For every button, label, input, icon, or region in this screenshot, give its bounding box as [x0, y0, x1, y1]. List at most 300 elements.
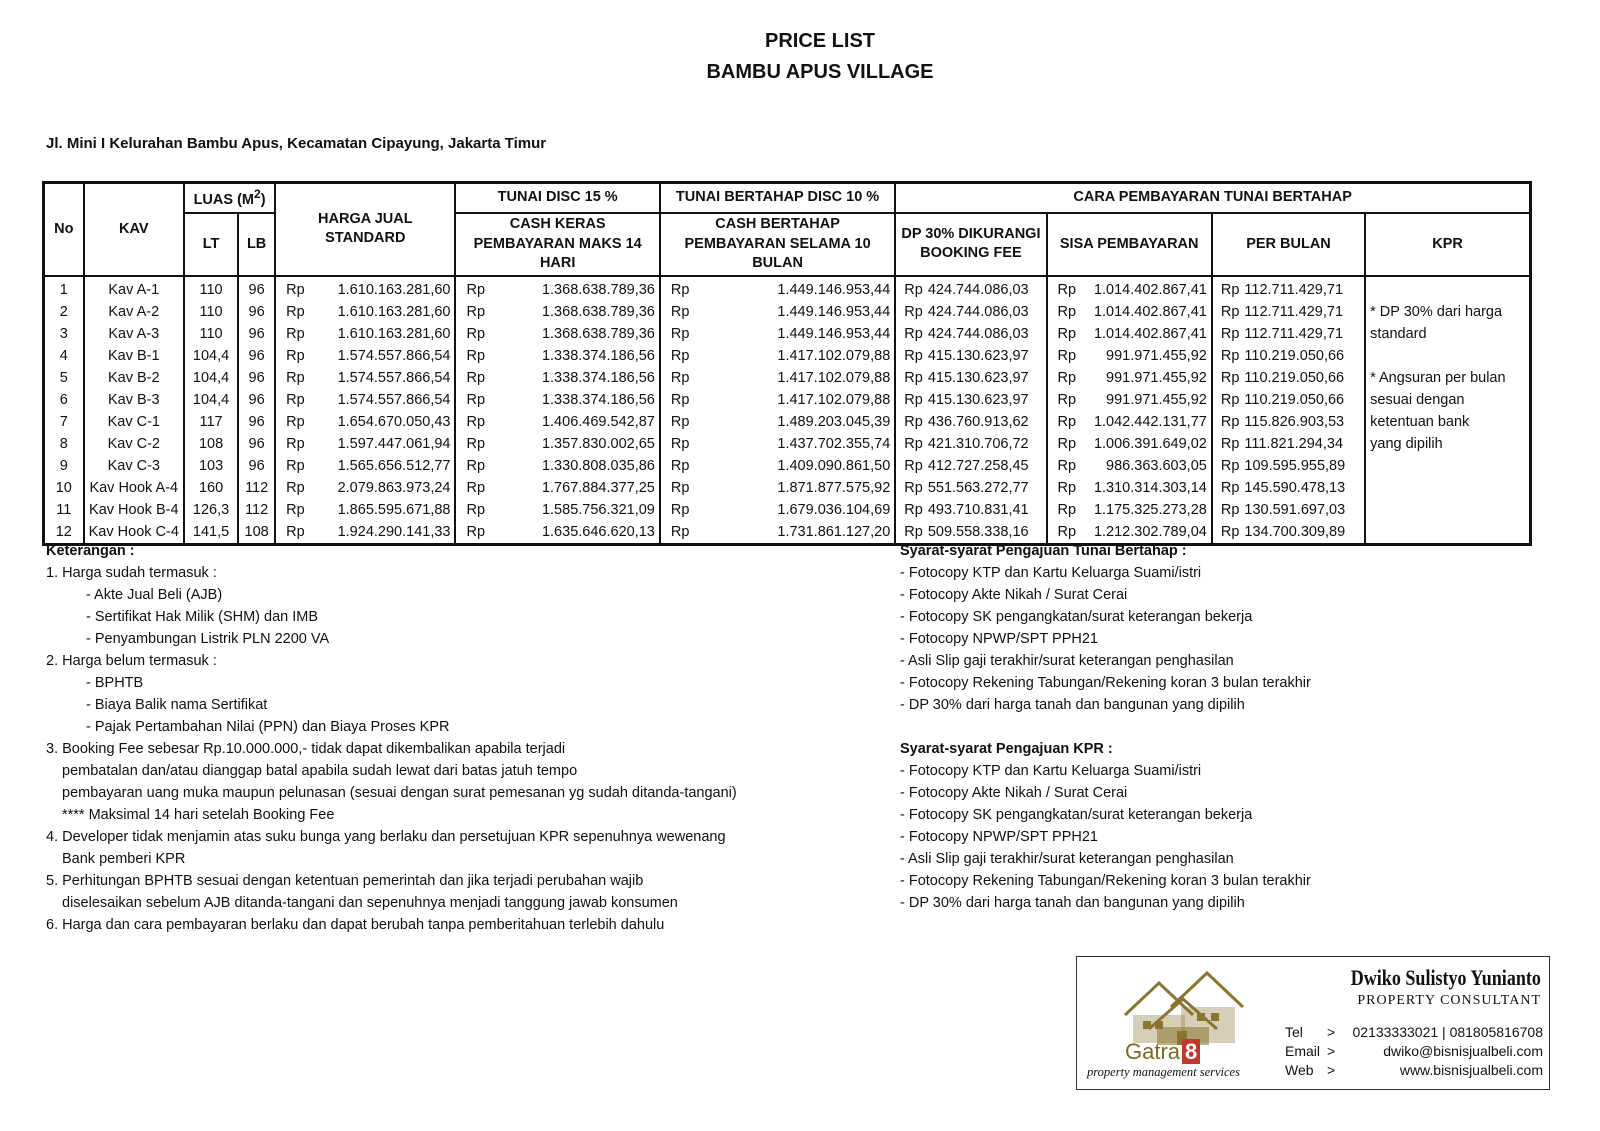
- cell-bertahap: [660, 477, 895, 499]
- currency-label: Rp: [1057, 325, 1077, 342]
- col-tunai15-sub: CASH KERAS PEMBAYARAN MAKS 14 HARI: [455, 213, 659, 276]
- currency-label: Rp: [670, 523, 690, 540]
- consultant-role: PROPERTY CONSULTANT: [1357, 993, 1541, 1008]
- cell-kav: Kav C-3: [84, 455, 184, 477]
- table-row: [44, 323, 1531, 345]
- price-table: [42, 181, 1532, 546]
- kpr-note-line: ketentuan bank: [1370, 413, 1470, 430]
- table-row: [44, 477, 1531, 499]
- cell-kav: Kav A-1: [84, 276, 184, 301]
- cell-lb: 96: [238, 276, 275, 301]
- col-lt: LT: [184, 213, 238, 276]
- amount: 1.574.557.866,54: [337, 391, 451, 408]
- amount: 1.014.402.867,41: [1093, 303, 1207, 320]
- currency-label: Rp: [904, 457, 923, 474]
- cell-harga: [275, 433, 455, 455]
- cell-lt: 110: [184, 301, 238, 323]
- cell-no: 7: [44, 411, 84, 433]
- cell-kav: Kav A-3: [84, 323, 184, 345]
- note-line: 2. Harga belum termasuk :: [46, 653, 217, 669]
- currency-label: Rp: [1057, 303, 1077, 320]
- amount: 1.330.808.035,86: [541, 457, 655, 474]
- note-line: - Penyambungan Listrik PLN 2200 VA: [86, 631, 330, 647]
- currency-label: Rp: [1220, 501, 1240, 518]
- cell-lt: 110: [184, 323, 238, 345]
- cell-tunai: [455, 345, 659, 367]
- kpr-note-line: yang dipilih: [1370, 435, 1443, 452]
- amount: 112.711.429,71: [1244, 303, 1344, 320]
- amount: 1.417.102.079,88: [777, 347, 891, 364]
- cell-sisa: [1047, 477, 1212, 499]
- amount: 130.591.697,03: [1244, 501, 1346, 518]
- amount: 424.744.086,03: [927, 325, 1029, 342]
- table-row: [44, 389, 1531, 411]
- cell-sisa: [1047, 367, 1212, 389]
- currency-label: Rp: [286, 347, 305, 364]
- cell-sisa: [1047, 499, 1212, 521]
- cell-bulan: [1212, 477, 1365, 499]
- currency-label: Rp: [904, 523, 923, 540]
- page-title: PRICE LIST: [764, 30, 875, 52]
- cell-dp: [895, 367, 1046, 389]
- cell-harga: [275, 455, 455, 477]
- currency-label: Rp: [670, 391, 690, 408]
- amount: 112.711.429,71: [1244, 325, 1344, 342]
- req-item: - Fotocopy KTP dan Kartu Keluarga Suami/istri: [900, 565, 1202, 581]
- amount: 1.449.146.953,44: [777, 281, 891, 298]
- amount: 551.563.272,77: [927, 479, 1029, 496]
- contact-value[interactable]: dwiko@bisnisjualbeli.com: [1383, 1043, 1543, 1059]
- amount: 109.595.955,89: [1244, 457, 1346, 474]
- cell-kav: Kav Hook A-4: [84, 477, 184, 499]
- note-line: - Pajak Pertambahan Nilai (PPN) dan Biaya Proses KPR: [86, 719, 450, 735]
- cell-tunai: [455, 477, 659, 499]
- currency-label: Rp: [904, 281, 923, 298]
- cell-dp: [895, 389, 1046, 411]
- req-item: - Fotocopy NPWP/SPT PPH21: [900, 829, 1098, 845]
- currency-label: Rp: [670, 413, 690, 430]
- amount: 1.585.756.321,09: [541, 501, 655, 518]
- amount: 115.826.903,53: [1244, 413, 1345, 430]
- contact-row: [1285, 1023, 1543, 1042]
- table-row: [44, 345, 1531, 367]
- col-no: No: [44, 183, 84, 276]
- cell-no: 2: [44, 301, 84, 323]
- amount: 1.449.146.953,44: [777, 325, 891, 342]
- note-line: - Biaya Balik nama Sertifikat: [86, 697, 268, 713]
- currency-label: Rp: [904, 479, 923, 496]
- cell-no: 11: [44, 499, 84, 521]
- amount: 1.406.469.542,87: [541, 413, 655, 430]
- note-line: diselesaikan sebelum AJB ditanda-tangani dan sepenuhnya menjadi tanggung jawab konsumen: [62, 895, 678, 911]
- req-item: - Asli Slip gaji terakhir/surat keterangan penghasilan: [900, 653, 1234, 669]
- kpr-note-line: * DP 30% dari harga: [1370, 303, 1503, 320]
- cell-bulan: [1212, 345, 1365, 367]
- currency-label: Rp: [466, 501, 486, 518]
- cell-bulan: [1212, 323, 1365, 345]
- table-row: [44, 367, 1531, 389]
- req-item: - Fotocopy NPWP/SPT PPH21: [900, 631, 1098, 647]
- currency-label: Rp: [904, 303, 923, 320]
- amount: 2.079.863.973,24: [337, 479, 451, 496]
- currency-label: Rp: [466, 479, 486, 496]
- amount: 1.368.638.789,36: [541, 281, 655, 298]
- page-subtitle: BAMBU APUS VILLAGE: [706, 61, 934, 83]
- currency-label: Rp: [1057, 369, 1077, 386]
- cell-sisa: [1047, 323, 1212, 345]
- req-item: - Fotocopy SK pengangkatan/surat keterangan bekerja: [900, 609, 1253, 625]
- cell-harga: [275, 389, 455, 411]
- currency-label: Rp: [1057, 413, 1077, 430]
- currency-label: Rp: [466, 347, 486, 364]
- amount: 1.338.374.186,56: [541, 369, 655, 386]
- currency-label: Rp: [466, 369, 486, 386]
- cell-no: 1: [44, 276, 84, 301]
- cell-lb: 108: [238, 521, 275, 545]
- amount: 1.368.638.789,36: [541, 325, 655, 342]
- cell-kav: Kav A-2: [84, 301, 184, 323]
- contact-label: Email: [1285, 1043, 1321, 1059]
- note-line: 4. Developer tidak menjamin atas suku bunga yang berlaku dan persetujuan KPR sepenuhnya wewenang: [46, 829, 726, 845]
- cell-no: 10: [44, 477, 84, 499]
- requirements: [900, 540, 1311, 914]
- currency-label: Rp: [1220, 303, 1240, 320]
- amount: 111.821.294,34: [1244, 435, 1344, 452]
- amount: 412.727.258,45: [927, 457, 1029, 474]
- table-row: [44, 411, 1531, 433]
- currency-label: Rp: [1220, 391, 1240, 408]
- cell-bulan: [1212, 276, 1365, 301]
- cell-kav: Kav C-2: [84, 433, 184, 455]
- cell-lb: 96: [238, 367, 275, 389]
- brand-tagline: property management services: [1087, 1065, 1240, 1079]
- amount: 1.368.638.789,36: [541, 303, 655, 320]
- amount: 1.417.102.079,88: [777, 369, 891, 386]
- cell-harga: [275, 477, 455, 499]
- currency-label: Rp: [1220, 347, 1240, 364]
- cell-lt: 103: [184, 455, 238, 477]
- amount: 436.760.913,62: [927, 413, 1029, 430]
- consultant-name: Dwiko Sulistyo Yunianto: [1350, 965, 1541, 990]
- cell-bertahap: [660, 276, 895, 301]
- cell-lb: 96: [238, 455, 275, 477]
- amount: 1.310.314.303,14: [1093, 479, 1207, 496]
- kpr-note-line: standard: [1370, 325, 1427, 342]
- col-lb: LB: [238, 213, 275, 276]
- amount: 493.710.831,41: [927, 501, 1029, 518]
- cell-tunai: [455, 301, 659, 323]
- req-item: - Fotocopy Akte Nikah / Surat Cerai: [900, 587, 1128, 603]
- contact-row: [1285, 1042, 1543, 1061]
- contact-value[interactable]: www.bisnisjualbeli.com: [1399, 1062, 1543, 1078]
- currency-label: Rp: [286, 501, 305, 518]
- cell-kav: Kav B-3: [84, 389, 184, 411]
- amount: 110.219.050,66: [1244, 369, 1345, 386]
- currency-label: Rp: [670, 501, 690, 518]
- cell-sisa: [1047, 433, 1212, 455]
- cell-lt: 110: [184, 276, 238, 301]
- currency-label: Rp: [904, 325, 923, 342]
- amount: 509.558.338,16: [927, 523, 1029, 540]
- cell-bulan: [1212, 455, 1365, 477]
- currency-label: Rp: [1220, 281, 1240, 298]
- cell-sisa: [1047, 301, 1212, 323]
- contact-value: 02133333021 | 081805816708: [1352, 1024, 1543, 1040]
- cell-lt: 117: [184, 411, 238, 433]
- cell-harga: [275, 276, 455, 301]
- col-perbulan: PER BULAN: [1212, 213, 1365, 276]
- cell-bulan: [1212, 367, 1365, 389]
- col-bertahap10-sub: CASH BERTAHAP PEMBAYARAN SELAMA 10 BULAN: [660, 213, 895, 276]
- cell-lb: 96: [238, 411, 275, 433]
- cell-dp: [895, 455, 1046, 477]
- amount: 1.574.557.866,54: [337, 369, 451, 386]
- cell-bertahap: [660, 345, 895, 367]
- table-row: [44, 276, 1531, 301]
- cell-dp: [895, 477, 1046, 499]
- cell-no: 5: [44, 367, 84, 389]
- amount: 1.437.702.355,74: [777, 435, 891, 452]
- note-line: - BPHTB: [86, 675, 144, 691]
- cell-lt: 104,4: [184, 389, 238, 411]
- cell-lb: 96: [238, 389, 275, 411]
- cell-bulan: [1212, 499, 1365, 521]
- currency-label: Rp: [670, 435, 690, 452]
- currency-label: Rp: [670, 479, 690, 496]
- amount: 424.744.086,03: [927, 281, 1029, 298]
- req-item: - Asli Slip gaji terakhir/surat keterangan penghasilan: [900, 851, 1234, 867]
- amount: 145.590.478,13: [1244, 479, 1346, 496]
- currency-label: Rp: [670, 347, 690, 364]
- amount: 991.971.455,92: [1106, 347, 1207, 364]
- currency-label: Rp: [1057, 391, 1077, 408]
- chevron-right-icon: >: [1327, 1062, 1336, 1078]
- currency-label: Rp: [286, 413, 305, 430]
- req-kpr-header: Syarat-syarat Pengajuan KPR :: [900, 741, 1113, 757]
- kpr-notes: [1365, 276, 1530, 545]
- cell-no: 4: [44, 345, 84, 367]
- cell-bertahap: [660, 433, 895, 455]
- cell-dp: [895, 411, 1046, 433]
- currency-label: Rp: [1220, 413, 1240, 430]
- notes-list: [46, 562, 737, 936]
- contact-row: [1285, 1061, 1543, 1080]
- cell-bertahap: [660, 323, 895, 345]
- currency-label: Rp: [1220, 479, 1240, 496]
- currency-label: Rp: [1057, 347, 1077, 364]
- currency-label: Rp: [1220, 435, 1240, 452]
- currency-label: Rp: [466, 325, 486, 342]
- currency-label: Rp: [670, 457, 690, 474]
- col-bertahap10: TUNAI BERTAHAP DISC 10 %: [660, 183, 895, 214]
- col-luas: LUAS $(M^2)$: [184, 183, 275, 214]
- col-sisa: SISA PEMBAYARAN: [1047, 213, 1212, 276]
- currency-label: Rp: [466, 391, 486, 408]
- amount: 1.679.036.104,69: [777, 501, 891, 518]
- cell-tunai: [455, 433, 659, 455]
- cell-harga: [275, 345, 455, 367]
- amount: 1.357.830.002,65: [541, 435, 655, 452]
- note-line: - Sertifikat Hak Milik (SHM) dan IMB: [86, 609, 319, 625]
- table-row: [44, 433, 1531, 455]
- amount: 1.338.374.186,56: [541, 347, 655, 364]
- note-line: 1. Harga sudah termasuk :: [46, 565, 217, 581]
- currency-label: Rp: [1057, 281, 1077, 298]
- cell-lb: 96: [238, 323, 275, 345]
- amount: 415.130.623,97: [927, 391, 1029, 408]
- cell-dp: [895, 323, 1046, 345]
- currency-label: Rp: [286, 391, 305, 408]
- cell-harga: [275, 499, 455, 521]
- amount: 415.130.623,97: [927, 347, 1029, 364]
- currency-label: Rp: [286, 325, 305, 342]
- currency-label: Rp: [1057, 457, 1077, 474]
- currency-label: Rp: [670, 369, 690, 386]
- contact-list: [1285, 1023, 1543, 1080]
- cell-lt: 160: [184, 477, 238, 499]
- amount: 1.574.557.866,54: [337, 347, 451, 364]
- kpr-note-line: * Angsuran per bulan: [1370, 369, 1506, 386]
- cell-bulan: [1212, 301, 1365, 323]
- currency-label: Rp: [466, 281, 486, 298]
- cell-tunai: [455, 276, 659, 301]
- col-harga: HARGA JUAL STANDARD: [275, 183, 455, 276]
- currency-label: Rp: [670, 303, 690, 320]
- amount: 415.130.623,97: [927, 369, 1029, 386]
- cell-kav: Kav B-1: [84, 345, 184, 367]
- amount: 1.042.442.131,77: [1093, 413, 1207, 430]
- amount: 991.971.455,92: [1106, 391, 1207, 408]
- col-cara: CARA PEMBAYARAN TUNAI BERTAHAP: [895, 183, 1530, 214]
- req-item: - DP 30% dari harga tanah dan bangunan yang dipilih: [900, 697, 1245, 713]
- amount: 1.635.646.620,13: [541, 523, 655, 540]
- currency-label: Rp: [670, 325, 690, 342]
- amount: 1.014.402.867,41: [1093, 325, 1207, 342]
- amount: 1.006.391.649,02: [1093, 435, 1207, 452]
- amount: 1.417.102.079,88: [777, 391, 891, 408]
- cell-kav: Kav Hook B-4: [84, 499, 184, 521]
- table-row: [44, 455, 1531, 477]
- currency-label: Rp: [466, 435, 486, 452]
- cell-lb: 96: [238, 433, 275, 455]
- amount: 1.014.402.867,41: [1093, 281, 1207, 298]
- amount: 112.711.429,71: [1244, 281, 1344, 298]
- kpr-note-line: [1370, 279, 1525, 301]
- currency-label: Rp: [670, 281, 690, 298]
- amount: 424.744.086,03: [927, 303, 1029, 320]
- currency-label: Rp: [904, 391, 923, 408]
- amount: 1.731.861.127,20: [777, 523, 891, 540]
- req-item: - Fotocopy Rekening Tabungan/Rekening koran 3 bulan terakhir: [900, 873, 1311, 889]
- currency-label: Rp: [904, 347, 923, 364]
- price-table-body: [44, 276, 1531, 545]
- req-item: - DP 30% dari harga tanah dan bangunan yang dipilih: [900, 895, 1245, 911]
- col-dp: DP 30% DIKURANGI BOOKING FEE: [895, 213, 1046, 276]
- req-bertahap-list: [900, 562, 1311, 716]
- contact-label: Web: [1285, 1062, 1314, 1078]
- cell-bertahap: [660, 367, 895, 389]
- cell-harga: [275, 367, 455, 389]
- cell-harga: [275, 301, 455, 323]
- req-item: - Fotocopy SK pengangkatan/surat keterangan bekerja: [900, 807, 1253, 823]
- cell-bulan: [1212, 389, 1365, 411]
- note-line: - Akte Jual Beli (AJB): [86, 587, 223, 603]
- cell-tunai: [455, 323, 659, 345]
- req-bertahap-header: Syarat-syarat Pengajuan Tunai Bertahap :: [900, 543, 1187, 559]
- cell-bulan: [1212, 433, 1365, 455]
- amount: 1.610.163.281,60: [337, 325, 451, 342]
- cell-tunai: [455, 499, 659, 521]
- note-line: Bank pemberi KPR: [62, 851, 186, 867]
- address: Jl. Mini I Kelurahan Bambu Apus, Kecamatan Cipayung, Jakarta Timur: [46, 135, 547, 152]
- col-kav: KAV: [84, 183, 184, 276]
- amount: 1.338.374.186,56: [541, 391, 655, 408]
- currency-label: Rp: [904, 501, 923, 518]
- currency-label: Rp: [286, 479, 305, 496]
- currency-label: Rp: [1057, 523, 1077, 540]
- cell-lb: 96: [238, 345, 275, 367]
- cell-bertahap: [660, 411, 895, 433]
- cell-no: 3: [44, 323, 84, 345]
- currency-label: Rp: [904, 369, 923, 386]
- cell-bertahap: [660, 389, 895, 411]
- currency-label: Rp: [1220, 523, 1240, 540]
- cell-dp: [895, 301, 1046, 323]
- kpr-note-line: sesuai dengan: [1370, 391, 1465, 408]
- cell-harga: [275, 411, 455, 433]
- col-kpr: KPR: [1365, 213, 1530, 276]
- cell-harga: [275, 323, 455, 345]
- cell-kav: Kav C-1: [84, 411, 184, 433]
- contact-label: Tel: [1285, 1024, 1303, 1040]
- notes: [46, 540, 737, 936]
- amount: 421.310.706,72: [927, 435, 1029, 452]
- amount: 1.565.656.512,77: [337, 457, 451, 474]
- amount: 1.865.595.671,88: [337, 501, 451, 518]
- chevron-right-icon: >: [1327, 1024, 1336, 1040]
- cell-kav: Kav B-2: [84, 367, 184, 389]
- currency-label: Rp: [1220, 369, 1240, 386]
- business-card: [1076, 956, 1550, 1090]
- cell-lt: 141,5: [184, 521, 238, 545]
- cell-tunai: [455, 411, 659, 433]
- currency-label: Rp: [904, 435, 923, 452]
- amount: 1.449.146.953,44: [777, 303, 891, 320]
- cell-no: 9: [44, 455, 84, 477]
- currency-label: Rp: [1057, 501, 1077, 518]
- cell-no: 12: [44, 521, 84, 545]
- currency-label: Rp: [904, 413, 923, 430]
- amount: 1.489.203.045,39: [777, 413, 891, 430]
- cell-sisa: [1047, 276, 1212, 301]
- amount: 1.597.447.061,94: [337, 435, 451, 452]
- cell-sisa: [1047, 411, 1212, 433]
- amount: 110.219.050,66: [1244, 347, 1345, 364]
- note-line: 3. Booking Fee sebesar Rp.10.000.000,- tidak dapat dikembalikan apabila terjadi: [46, 741, 566, 757]
- cell-dp: [895, 433, 1046, 455]
- req-kpr-list: [900, 760, 1311, 914]
- amount: 991.971.455,92: [1106, 369, 1207, 386]
- cell-sisa: [1047, 455, 1212, 477]
- currency-label: Rp: [466, 523, 486, 540]
- cell-tunai: [455, 455, 659, 477]
- brand-name: Gatra 8: [1125, 1039, 1200, 1065]
- cell-dp: [895, 345, 1046, 367]
- currency-label: Rp: [466, 413, 486, 430]
- amount: 1.610.163.281,60: [337, 281, 451, 298]
- cell-lb: 96: [238, 301, 275, 323]
- notes-header: Keterangan :: [46, 543, 135, 559]
